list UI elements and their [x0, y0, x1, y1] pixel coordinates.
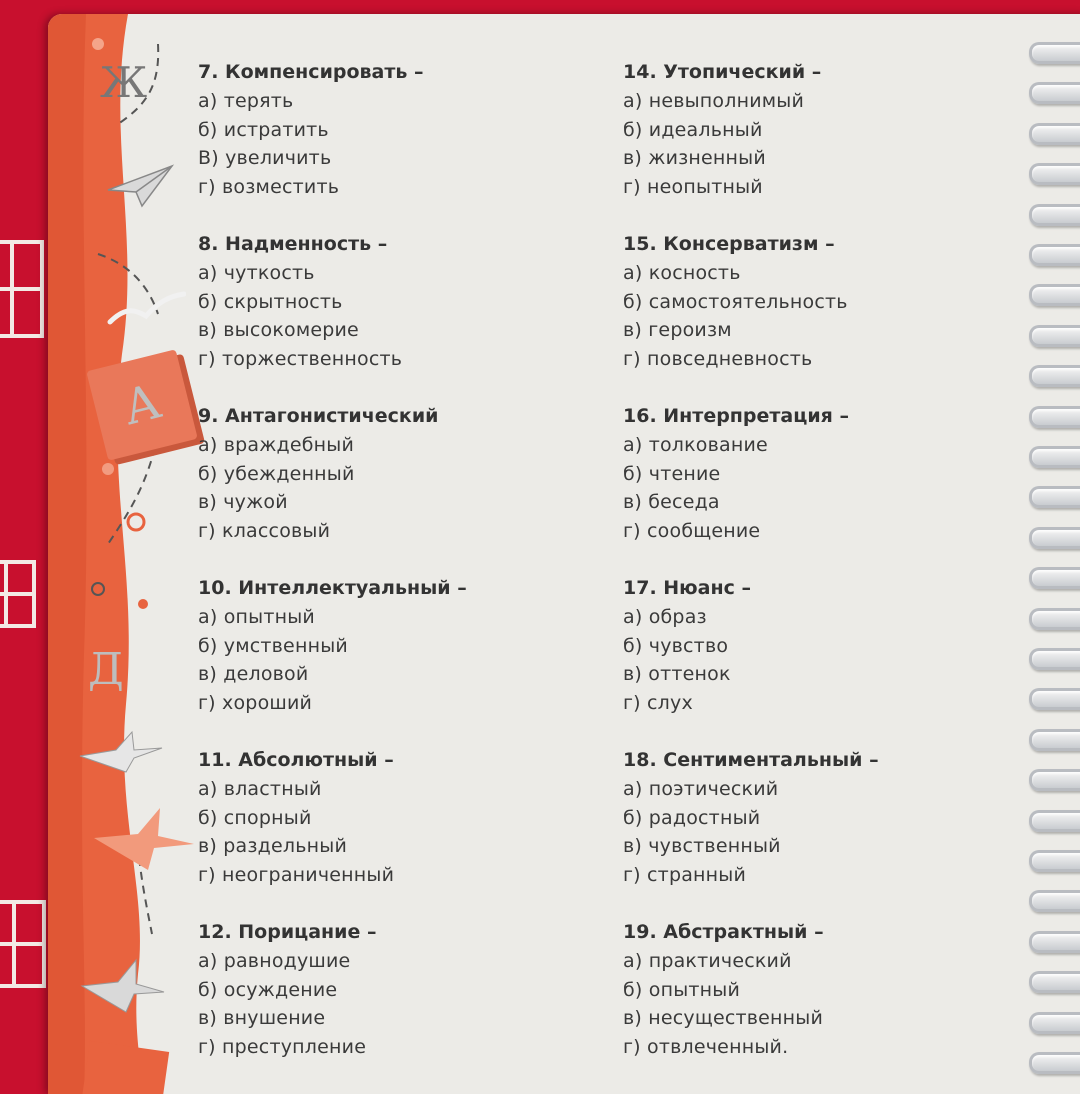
- answer-option: в) оттенок: [623, 663, 731, 686]
- spiral-coil: [1029, 1052, 1080, 1074]
- question-item: [198, 574, 578, 746]
- spiral-coil: [1029, 890, 1080, 912]
- answer-option: а) толкование: [623, 434, 768, 456]
- spiral-coil: [1029, 688, 1080, 710]
- answer-option: б) осуждение: [198, 978, 338, 1001]
- spiral-coil: [1029, 42, 1080, 64]
- answer-option: г) сообщение: [623, 519, 761, 542]
- question-column-right: [623, 58, 1003, 1090]
- answer-option: б) умственный: [198, 634, 348, 657]
- spiral-coil: [1029, 163, 1080, 185]
- letter-zh-icon: Ж: [100, 58, 148, 107]
- question-item: [198, 746, 578, 918]
- answer-option: б) самостоятельность: [623, 290, 848, 313]
- answer-option: а) враждебный: [198, 434, 355, 456]
- answer-option: б) истратить: [198, 118, 329, 141]
- question-item: [623, 746, 1003, 918]
- spiral-coil: [1029, 810, 1080, 832]
- answer-option: в) деловой: [198, 663, 309, 686]
- spiral-coil: [1029, 365, 1080, 387]
- answer-option: а) поэтический: [623, 778, 779, 800]
- answer-option: г) отвлеченный.: [623, 1035, 789, 1058]
- spiral-coil: [1029, 486, 1080, 508]
- question-item: [198, 918, 578, 1090]
- question-title: 18. Сентиментальный –: [623, 749, 879, 771]
- question-column-left: [198, 58, 578, 1090]
- letter-a-label: А: [117, 373, 167, 437]
- spiral-coil: [1029, 446, 1080, 468]
- spiral-coil: [1029, 123, 1080, 145]
- tablecloth-gift-pattern: [0, 560, 36, 628]
- answer-option: г) неопытный: [623, 175, 763, 198]
- spiral-coil: [1029, 406, 1080, 428]
- question-item: [623, 574, 1003, 746]
- spiral-coil: [1029, 244, 1080, 266]
- spiral-coil: [1029, 648, 1080, 670]
- spiral-coil: [1029, 769, 1080, 791]
- spiral-coil: [1029, 931, 1080, 953]
- workbook-page: [48, 14, 1080, 1094]
- question-title: 9. Антагонистический: [198, 405, 439, 427]
- spiral-coil: [1029, 971, 1080, 993]
- spiral-coil: [1029, 527, 1080, 549]
- spiral-coil: [1029, 325, 1080, 347]
- question-title: 10. Интеллектуальный –: [198, 577, 467, 599]
- spiral-coil: [1029, 608, 1080, 630]
- answer-option: г) неограниченный: [198, 863, 395, 886]
- answer-option: в) внушение: [198, 1007, 326, 1030]
- question-title: 19. Абстрактный –: [623, 921, 824, 943]
- answer-option: б) скрытность: [198, 290, 343, 313]
- answer-option: а) образ: [623, 606, 707, 628]
- answer-option: в) чужой: [198, 491, 288, 514]
- letter-d-icon: Д: [88, 644, 124, 695]
- answer-option: а) практический: [623, 950, 792, 972]
- tablecloth-gift-pattern: [0, 900, 46, 988]
- answer-option: а) невыполнимый: [623, 90, 805, 112]
- bird-outline-icon: [106, 286, 186, 336]
- bird-icon: [78, 956, 168, 1016]
- spiral-coil: [1029, 850, 1080, 872]
- question-title: 12. Порицание –: [198, 921, 377, 943]
- spiral-coil: [1029, 284, 1080, 306]
- question-item: [198, 230, 578, 402]
- question-title: 16. Интерпретация –: [623, 405, 849, 427]
- spiral-coil: [1029, 82, 1080, 104]
- paper-plane-icon: [106, 162, 176, 212]
- answer-option: а) терять: [198, 90, 294, 112]
- answer-option: б) идеальный: [623, 118, 763, 141]
- answer-option: а) чуткость: [198, 262, 315, 284]
- answer-option: в) героизм: [623, 319, 732, 342]
- question-item: [623, 230, 1003, 402]
- answer-option: г) повседневность: [623, 347, 813, 370]
- answer-option: б) спорный: [198, 806, 312, 829]
- answer-option: а) косность: [623, 262, 741, 284]
- answer-option: г) слух: [623, 691, 693, 714]
- answer-option: б) радостный: [623, 806, 761, 829]
- question-title: 17. Нюанс –: [623, 577, 751, 599]
- answer-option: в) высокомерие: [198, 319, 359, 342]
- spiral-coil: [1029, 729, 1080, 751]
- spiral-coil: [1029, 567, 1080, 589]
- answer-option: а) опытный: [198, 606, 315, 628]
- answer-option: в) беседа: [623, 491, 720, 514]
- answer-option: в) несущественный: [623, 1007, 824, 1030]
- answer-option: а) равнодушие: [198, 950, 351, 972]
- bird-icon: [88, 804, 198, 874]
- question-title: 14. Утопический –: [623, 61, 822, 83]
- answer-option: г) возместить: [198, 175, 340, 198]
- spiral-binding: [1018, 42, 1080, 1094]
- question-item: [198, 58, 578, 230]
- answer-option: г) торжественность: [198, 347, 403, 370]
- question-item: [623, 918, 1003, 1090]
- answer-option: а) властный: [198, 778, 322, 800]
- answer-option: б) чувство: [623, 634, 729, 657]
- answer-option: г) классовый: [198, 519, 331, 542]
- answer-option: г) хороший: [198, 691, 313, 714]
- question-item: [198, 402, 578, 574]
- answer-option: б) опытный: [623, 978, 741, 1001]
- answer-option: б) чтение: [623, 462, 721, 485]
- spiral-coil: [1029, 1012, 1080, 1034]
- answer-option: В) увеличить: [198, 147, 332, 170]
- answer-option: в) раздельный: [198, 835, 347, 858]
- tablecloth-gift-pattern: [0, 240, 44, 338]
- question-title: 7. Компенсировать –: [198, 61, 424, 83]
- question-title: 15. Консерватизм –: [623, 233, 835, 255]
- question-item: [623, 58, 1003, 230]
- answer-option: г) преступление: [198, 1035, 367, 1058]
- question-item: [623, 402, 1003, 574]
- question-title: 11. Абсолютный –: [198, 749, 394, 771]
- answer-option: б) убежденный: [198, 462, 355, 485]
- question-title: 8. Надменность –: [198, 233, 388, 255]
- answer-option: г) странный: [623, 863, 747, 886]
- answer-option: в) жизненный: [623, 147, 766, 170]
- bird-icon: [76, 726, 166, 776]
- spiral-coil: [1029, 204, 1080, 226]
- answer-option: в) чувственный: [623, 835, 781, 858]
